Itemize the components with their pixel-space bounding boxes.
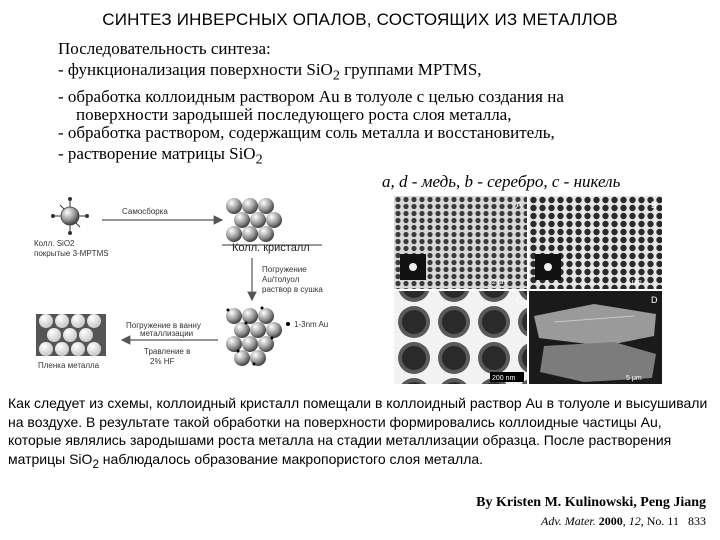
metallize-label-1: Погружение в ванну <box>126 321 201 330</box>
sem-micrographs <box>394 196 662 384</box>
particle-label-1: Колл. SiO2 <box>34 239 75 248</box>
gold-coated-crystal-icon <box>226 307 282 367</box>
dip-label-3: раствор в сушка <box>262 285 323 294</box>
slide-title: СИНТЕЗ ИНВЕРСНЫХ ОПАЛОВ, СОСТОЯЩИХ ИЗ МЕТАЛЛОВ <box>102 10 618 29</box>
journal-reference: Adv. Mater. 2000, 12, No. 11 833 <box>541 514 706 528</box>
metal-film-icon <box>36 314 106 356</box>
micrograph-c <box>394 291 527 384</box>
scale-b: 2 μm <box>626 279 642 286</box>
particle-label-2: покрытые 3-MPTMS <box>34 249 109 258</box>
steps-heading: Последовательность синтеза: <box>58 39 271 58</box>
functionalized-particle-icon <box>51 197 89 235</box>
scale-a: 2 μm <box>492 279 508 286</box>
gold-particle-icon <box>286 322 290 326</box>
step-gold-treatment-cont: поверхности зародышей последующего роста слоя металла, <box>76 105 512 125</box>
synthesis-steps <box>58 38 708 171</box>
metallize-label-2: металлизации <box>140 329 194 338</box>
author-credit: By Kristen M. Kulinowski, Peng Jiang <box>476 495 706 510</box>
panel-a-label: A <box>516 200 523 210</box>
panel-c-label: C <box>516 295 523 305</box>
synthesis-scheme <box>22 196 390 386</box>
etch-label-2: 2% HF <box>150 357 175 366</box>
explanation-paragraph: Как следует из схемы, коллоидный кристалл помещали в коллоидный раствор Au в толуоле и высушивали на воздухе. В результате такой обработки на поверхности формировались коллоидные частицы Au, которые являлись зародышами роста металла на стадии металлизации образца. После растворения матрицы SiO$_2$ наблюдалось образование макропористого слоя металла. <box>8 395 708 471</box>
dip-label-2: Au/толуол <box>262 275 300 284</box>
scale-c: 200 nm <box>492 375 516 382</box>
micrograph-a <box>394 196 527 289</box>
step-matrix-dissolution: - растворение матрицы SiO$_2$ <box>58 144 263 168</box>
micrograph-b <box>529 196 662 289</box>
colloidal-crystal-icon <box>226 198 282 242</box>
micrograph-d <box>529 291 662 384</box>
self-assembly-label: Самосборка <box>122 207 168 216</box>
crystal-label: Колл. кристалл <box>232 242 310 254</box>
step-functionalization: - функционализация поверхности SiO$_2$ группами MPTMS, <box>58 60 482 84</box>
step-gold-treatment: - обработка коллоидным раствором Au в толуоле с целью создания на <box>58 87 564 107</box>
film-label: Пленка металла <box>38 361 100 370</box>
micrograph-legend: a, d - медь, b - серебро, c - никель <box>382 172 621 191</box>
panel-b-label: B <box>651 200 658 210</box>
scale-d: 5 μm <box>626 375 642 382</box>
etch-label-1: Травление в <box>144 347 191 356</box>
step-metal-salt: - обработка раствором, содержащим соль металла и восстановитель, <box>58 123 555 143</box>
au-size-label: 1-3nm Au <box>294 320 329 329</box>
dip-label-1: Погружение <box>262 265 307 274</box>
panel-d-label: D <box>651 295 658 305</box>
